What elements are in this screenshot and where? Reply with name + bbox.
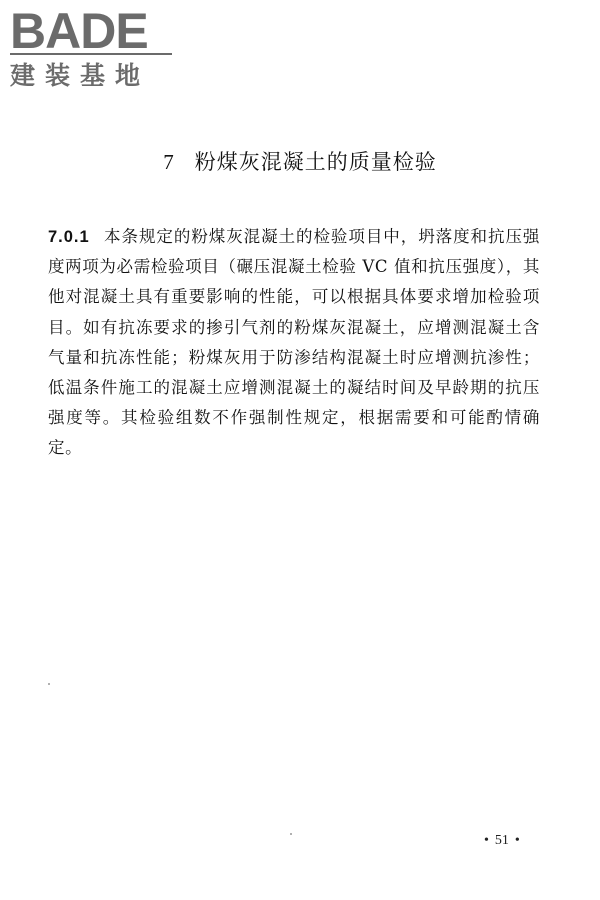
page-number-dot-left: •: [484, 833, 489, 848]
page-number-value: 51: [494, 833, 509, 848]
scan-speck: [290, 833, 292, 835]
chapter-number: 7: [163, 150, 175, 174]
clause-text: 本条规定的粉煤灰混凝土的检验项目中，坍落度和抗压强度两项为必需检验项目（碾压混凝土检验 VC 值和抗压强度），其他对混凝土具有重要影响的性能，可以根据具体要求增加检验项目。如有抗冻要求的掺引气剂的粉煤灰混凝土，应增测混凝土含气量和抗冻性能；粉煤灰用于防渗结构混凝土时应增测抗渗性；低温条件施工的混凝土应增测混凝土的凝结时间及早龄期的抗压强度等。其检验组数不作强制性规定，根据需要和可能酌情确定。: [48, 227, 540, 458]
page-number-dot-right: •: [514, 833, 520, 848]
clause-paragraph: [48, 222, 540, 464]
logo-subtitle-text: 建装基地: [10, 61, 151, 88]
chapter-title: [0, 146, 600, 176]
chapter-title-text: 粉煤灰混凝土的质量检验: [194, 150, 437, 174]
page-number: [478, 833, 526, 849]
logo-brand-text: BADE: [10, 4, 148, 59]
bade-watermark-logo: [10, 4, 180, 88]
scan-speck: [48, 683, 50, 685]
bade-logo-graphic: [10, 4, 180, 88]
clause-number: 7.0.1: [48, 228, 90, 246]
